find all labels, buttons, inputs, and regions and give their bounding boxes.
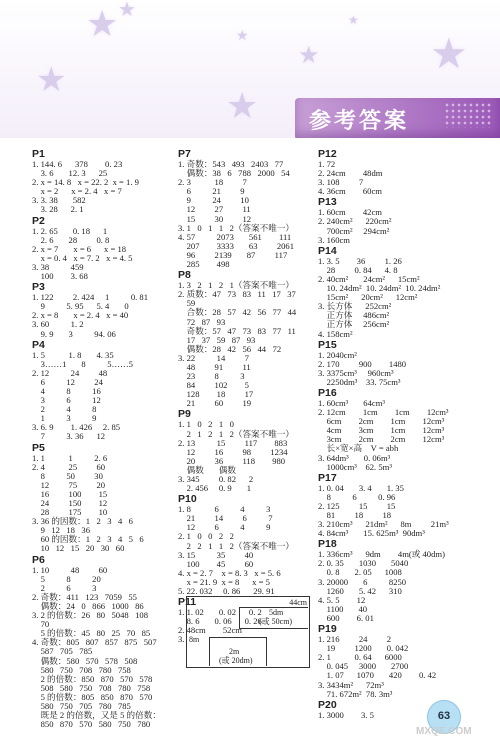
answer-line: 9 5. 95 5. 4 0 — [32, 301, 129, 312]
answer-line: 15cm² 20cm² 12cm² — [318, 292, 418, 303]
answer-line: 15 30 12 — [178, 213, 252, 224]
diagram-label: (或 50cm) — [259, 617, 293, 626]
answer-line: 3cm 2cm 2cm 12cm³ — [318, 434, 445, 445]
answer-line: 6 21 9 — [178, 186, 245, 197]
answer-line: 10. 24dm² 10. 24dm² 10. 24dm² — [318, 283, 441, 294]
section-heading: P17 — [318, 471, 337, 484]
answer-line: 2 1 2 1 2（答案不唯一） — [178, 428, 295, 439]
answer-line: 4. x = 2. 7 x = 8. 3 x = 5. 6 — [178, 567, 281, 578]
answer-line: 3. 15 35 40 — [178, 549, 254, 560]
answer-line: 5 的倍数：805 850 870 570 — [32, 691, 153, 702]
answer-line: 3. 20000 6 8250 — [318, 576, 407, 587]
answer-line: 3. 108 7 — [318, 177, 364, 188]
answer-line: 1. 07 1070 420 0. 42 — [318, 670, 437, 681]
answer-line: 1260 5. 42 310 — [318, 585, 402, 596]
star-icon: ★ — [86, 4, 119, 44]
answer-line: 28 175 10 — [32, 507, 108, 518]
answer-line: 0. 045 3000 2700 — [318, 661, 409, 672]
answer-line: 12 16 98 1234 — [178, 446, 288, 457]
answer-column-middle — [178, 148, 296, 645]
answer-line: 2. 240cm² 220cm² — [318, 216, 392, 227]
answer-line: 10 12 15 20 30 60 — [32, 543, 125, 554]
answer-line: 3. 60 1. 2 — [32, 319, 84, 330]
section-heading: P7 — [178, 148, 191, 160]
answer-line: 2. 0. 35 1030 5040 — [318, 558, 409, 569]
answer-line: 7 3. 36 12 — [32, 431, 106, 442]
answer-line: 2250dm³ 33. 75cm³ — [318, 376, 401, 387]
diagram-label: 5dm — [269, 608, 284, 617]
answer-line: 2 2 1 1 2（答案不唯一） — [178, 540, 295, 551]
page-number: 63 — [437, 710, 451, 722]
answer-line: 508 580 750 708 780 758 — [32, 682, 151, 693]
diagram-label: 44cm — [289, 598, 307, 607]
answer-line: 12 75 20 — [32, 479, 106, 490]
answer-line: 8 6 0. 96 — [318, 491, 396, 502]
answer-line: 3. 长方体 252cm² — [318, 301, 392, 312]
answer-line: 3. 3. 38 582 — [32, 195, 86, 206]
answer-line: 2. x = 8 x = 2. 4 x = 40 — [32, 310, 129, 321]
answer-line: 2. 13 15 117 883 — [178, 437, 288, 448]
section-heading: P15 — [318, 338, 337, 351]
answer-line: 1100 40 — [318, 603, 368, 614]
answer-line: 16 100 15 — [32, 488, 108, 499]
star-icon: ★ — [118, 0, 136, 21]
star-icon: ★ — [226, 86, 259, 126]
answer-line: 2. 170 900 1480 — [318, 358, 407, 369]
answer-line: 5 8 20 — [32, 573, 101, 584]
answer-line: 2. 48cm 52cm — [178, 625, 242, 636]
answer-line: 2 6 3 — [32, 582, 97, 593]
answer-line: 4 8 16 — [32, 385, 101, 396]
section-heading: P11 — [178, 596, 197, 609]
section-heading: P6 — [32, 553, 45, 566]
answer-line: 9. 9 3 94. 06 — [32, 328, 116, 339]
section-heading: P20 — [318, 698, 337, 711]
answer-line: 1. 3 2 1 2 1（答案不唯一） — [178, 280, 295, 291]
answer-line: 8. 6 0. 06 0. 26 — [178, 616, 262, 627]
answer-line: x = 21. 9 x = 8 x = 5 — [178, 576, 270, 587]
answer-line: 3……1 8 5……5 — [32, 358, 133, 369]
answer-line: 既是 2 的倍数，又是 5 的倍数： — [32, 710, 161, 721]
dot-pattern — [444, 102, 492, 128]
answer-line: 3. 3434m² 72m³ — [318, 679, 384, 690]
answer-line: 1. 10 48 60 — [32, 564, 108, 575]
answer-line: 580 750 708 780 758 — [32, 664, 131, 675]
answer-line: 3 6 12 — [32, 395, 101, 406]
answer-line: 8 50 30 — [32, 470, 103, 481]
answer-line: 正方体 486cm² — [318, 310, 390, 321]
answer-line: 2. 6 28 0. 8 — [32, 234, 110, 245]
answer-line: 6 12 24 — [32, 376, 103, 387]
answer-line: 1. 60cm³ 64cm³ — [318, 397, 385, 408]
answer-line: 2 的倍数：850 870 570 578 — [32, 673, 153, 684]
diagram-label: 2m — [229, 647, 240, 656]
answer-line: 3. 6 12. 3 25 — [32, 168, 108, 179]
answer-line: 4. 5. 5 12 — [318, 594, 366, 605]
answer-line: 2. 3 18 7 — [178, 177, 247, 188]
answer-line: 1. 336cm³ 9dm 4m(或 40dm) — [318, 549, 445, 560]
answer-line: 70 — [32, 619, 50, 630]
section-heading: P14 — [318, 244, 337, 257]
answer-line: 3. 3375cm³ 960cm³ — [318, 367, 394, 378]
answer-column-right — [318, 148, 449, 720]
section-heading: P1 — [32, 148, 45, 160]
answer-line: 2. 质数：47 73 83 11 17 37 — [178, 289, 296, 300]
answer-line: 9 12 18 36 — [32, 525, 91, 536]
answer-line: 100 3. 68 — [32, 271, 88, 282]
area-diagram — [186, 596, 310, 668]
section-heading: P12 — [318, 148, 337, 160]
answer-line: 3. 1 0 1 1 2（答案不唯一） — [178, 222, 295, 233]
answer-line: 长×宽×高 V = abh — [318, 443, 399, 454]
answer-line: 71. 672m² 78. 3m³ — [318, 688, 393, 699]
answer-line: 1 3 9 — [32, 413, 97, 424]
star-icon: ★ — [430, 32, 468, 78]
answer-line: 1. 2040cm² — [318, 349, 357, 360]
answer-line: 2 4 8 — [32, 404, 97, 415]
answer-line: x = 2 x = 2. 4 x = 7 — [32, 186, 122, 197]
answer-line: 2. 24cm 48dm — [318, 168, 383, 179]
answer-line: 1. 8 6 4 3 — [178, 504, 271, 515]
answer-line: 1. 3000 3. 5 — [318, 709, 374, 720]
answer-line: 1. 144. 6 378 0. 23 — [32, 159, 123, 169]
answer-line: 59 — [178, 298, 196, 309]
answer-line: 5 的倍数：45 80 25 70 85 — [32, 628, 151, 639]
answer-line: 4. 158cm² — [318, 328, 353, 339]
answer-line: 2. 12 24 48 — [32, 367, 108, 378]
section-heading: P13 — [318, 196, 337, 209]
section-heading: P18 — [318, 538, 337, 551]
answer-line: 2. 1 0. 64 6000 — [318, 652, 402, 663]
answer-column-left — [32, 148, 161, 729]
answer-line: 24 150 12 — [32, 498, 108, 508]
star-icon: ★ — [236, 29, 249, 44]
answer-line: 1. 0. 04 3. 4 1. 35 — [318, 482, 404, 493]
answer-line: 3. 22 14 7 — [178, 352, 249, 363]
section-heading: P2 — [32, 214, 45, 227]
answer-line: 偶数：580 570 578 508 — [32, 655, 138, 666]
answer-line: 1. 3. 5 36 1. 26 — [318, 255, 402, 266]
answer-line: 84 102 5 — [178, 380, 249, 391]
answer-line: 96 2139 87 117 — [178, 249, 288, 260]
answer-line: 4cm 3cm 1cm 12cm³ — [318, 425, 445, 436]
answer-line: 2. 1 0 0 2 2 — [178, 531, 234, 542]
answer-line: 587 705 785 — [32, 646, 93, 657]
answer-line: 2. 456 0. 9 1 — [178, 483, 252, 494]
answer-line: 19 1200 0. 042 — [318, 643, 409, 654]
answer-line: 207 3333 63 2061 — [178, 240, 295, 251]
answer-line: 4. 36cm 60cm — [318, 186, 382, 197]
answer-line: 1. 1. 02 0. 02 0. 2 — [178, 607, 262, 618]
answer-line: 3. 2 的倍数：26 80 5048 108 — [32, 610, 149, 621]
answer-line: 81 18 18 — [318, 510, 392, 520]
answer-line: 6cm 2cm 1cm 12cm³ — [318, 416, 445, 427]
answer-line: 4. 57 2073 561 111 — [178, 231, 292, 242]
answer-line: 4. 84cm³ 15. 625m³ 90dm³ — [318, 528, 425, 539]
answer-line: 128 18 17 — [178, 389, 254, 400]
star-icon: ★ — [348, 13, 359, 27]
answer-line: 600 6. 01 — [318, 612, 374, 623]
answer-line: 2. 125 15 15 — [318, 500, 396, 511]
answer-line: 3. 28 2. 1 — [32, 204, 84, 215]
title-banner — [295, 98, 500, 138]
answer-line: 3. 36 的因数：1 2 3 4 6 — [32, 516, 133, 527]
answer-line: 700cm² 294cm² — [318, 225, 390, 236]
section-heading: P10 — [178, 493, 197, 506]
answer-line: 580 750 705 780 785 — [32, 700, 131, 711]
diagram-label: (或 20dm) — [219, 656, 253, 665]
section-heading: P9 — [178, 408, 191, 421]
answer-line: 3. 160cm — [318, 234, 350, 245]
answer-line: 4. 奇数：805 807 857 875 507 — [32, 637, 157, 648]
answer-line: 28 0. 84 4. 8 — [318, 264, 398, 275]
answer-line: 285 498 — [178, 259, 230, 270]
answer-line: 1. 1 0 2 1 0 — [178, 419, 234, 430]
answer-line: 72 87 93 — [178, 316, 226, 327]
section-heading: P19 — [318, 623, 337, 636]
answer-line: 偶数：24 0 866 1000 86 — [32, 600, 144, 611]
answer-line: 48 91 11 — [178, 361, 251, 372]
answer-line: 1. 1 1 2. 6 — [32, 452, 108, 463]
answer-line: 20 36 118 980 — [178, 455, 286, 466]
diagram-label: 8m — [189, 635, 200, 644]
answer-line: 1000cm³ 62. 5m³ — [318, 461, 392, 472]
answer-line: 3. 345 0. 82 2 — [178, 474, 254, 484]
answer-line: 1. 216 24 2 — [318, 634, 392, 645]
section-heading: P5 — [32, 441, 45, 454]
answer-line: 850 870 570 580 750 780 — [32, 719, 151, 730]
answer-line: 23 8 3 — [178, 371, 245, 382]
answer-line: 21 14 6 7 — [178, 513, 273, 524]
answer-line: 正方体 256cm² — [318, 319, 390, 330]
page-title: 参考答案 — [309, 109, 410, 134]
star-icon: ★ — [36, 62, 67, 99]
answer-line: 1. 72 — [318, 159, 336, 169]
header-banner-area — [0, 0, 500, 138]
answer-line: 9 24 10 — [178, 195, 249, 206]
answer-line: 偶数：28 42 56 44 72 — [178, 343, 282, 354]
answer-line: 1. 奇数：543 493 2403 77 — [178, 159, 284, 169]
answer-line: x = 0. 4 x = 7. 2 x = 4. 5 — [32, 252, 133, 263]
answer-line: 2. 奇数：411 123 7059 55 — [32, 591, 137, 602]
section-heading: P8 — [178, 269, 191, 282]
answer-line: 合数：28 57 42 56 77 44 — [178, 307, 297, 318]
answer-line: 1. 5 1. 8 4. 35 — [32, 349, 114, 360]
answer-line: 3. — [178, 634, 185, 645]
answer-line: 12 6 4 9 — [178, 522, 271, 533]
answer-line: 偶数：38 6 788 2000 54 — [178, 168, 290, 179]
answer-line: 3. 210cm³ 21dm² 8m 21m³ — [318, 519, 449, 530]
answer-line: 3. 6. 9 1. 426 2. 85 — [32, 422, 121, 433]
answer-line: 2. 40cm² 24cm² 15cm² — [318, 273, 420, 284]
watermark: MXQE.COM — [416, 726, 472, 737]
answer-line: 12 27 11 — [178, 204, 251, 215]
answer-line: 奇数：57 47 73 83 77 11 — [178, 325, 296, 336]
answer-line: 3. 64dm³ 0. 06m³ — [318, 452, 391, 463]
answer-line: 17 37 59 87 93 — [178, 334, 256, 345]
answer-line: 2. x = 7 x = 6 x = 18 — [32, 243, 127, 254]
answer-line: 21 60 19 — [178, 398, 252, 409]
answer-line: 2. x = 14. 8 x = 22. 2 x = 1. 9 — [32, 177, 139, 188]
answer-line: 0. 8 2. 05 1008 — [318, 567, 402, 578]
section-heading: P4 — [32, 338, 45, 351]
answer-line: 1. 60cm 42cm — [318, 207, 382, 218]
answer-line: 5. 22. 032 0. 86 29. 91 — [178, 586, 275, 597]
answer-line: 1. 2. 65 0. 18 1 — [32, 225, 108, 236]
star-icon: ★ — [298, 43, 320, 69]
answer-line: 3. 38 459 — [32, 261, 84, 272]
answer-line: 1. 122 2. 424 1 0. 81 — [32, 292, 149, 303]
answer-line: 100 45 60 — [178, 558, 254, 569]
answer-line: 2. 4 25 60 — [32, 461, 106, 472]
answer-line: 60 的因数：1 2 3 4 5 6 — [32, 534, 144, 545]
section-heading: P16 — [318, 386, 337, 399]
section-heading: P3 — [32, 281, 45, 294]
answer-line: 偶数 偶数 — [178, 464, 237, 475]
answer-line: 2. 12cm 1cm 1cm 12cm³ — [318, 407, 449, 418]
